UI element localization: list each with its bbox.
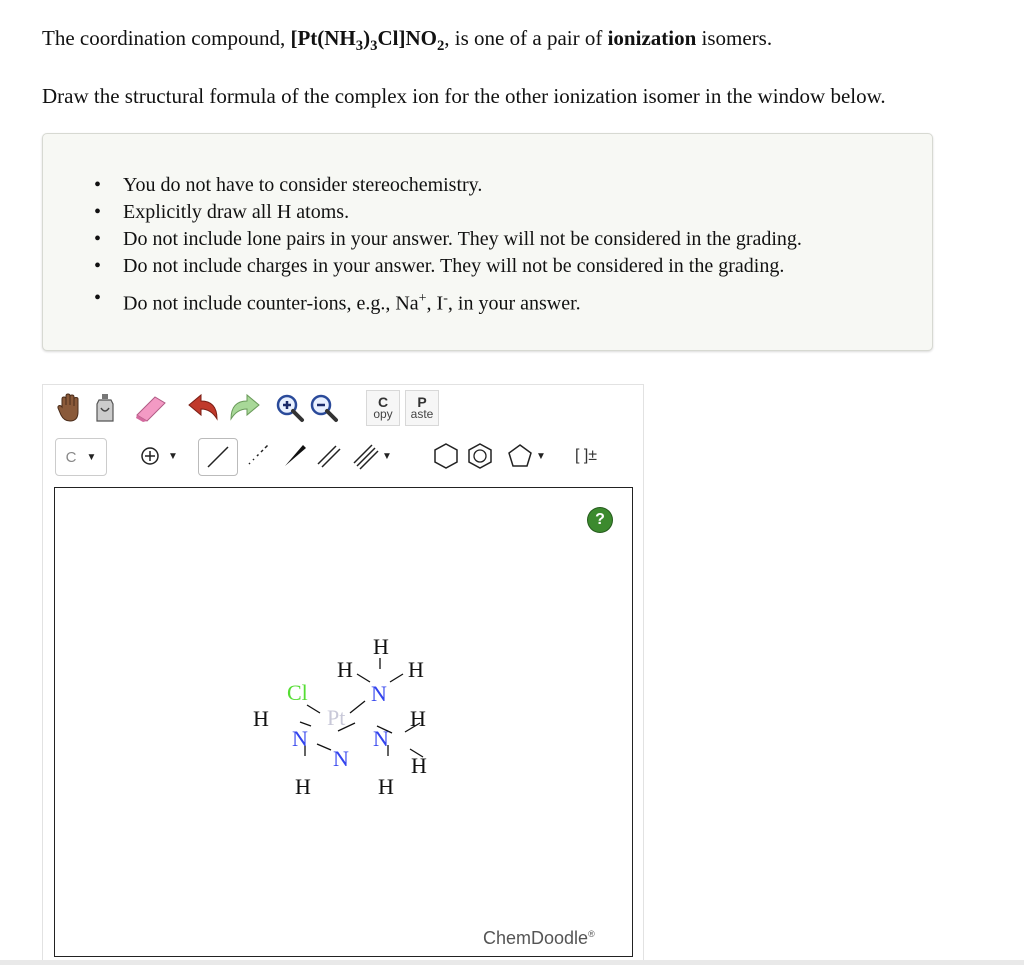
pentagon-icon xyxy=(506,442,534,470)
double-bond-tool[interactable] xyxy=(313,438,345,474)
atom-h: H xyxy=(253,706,269,731)
note-item: • Explicitly draw all H atoms. xyxy=(123,199,802,226)
drawing-canvas[interactable] xyxy=(54,487,633,957)
single-bond-tool[interactable] xyxy=(198,438,238,476)
atom-h: H xyxy=(378,774,394,799)
benzene-tool[interactable] xyxy=(465,438,495,474)
copy-button[interactable]: C opy xyxy=(366,390,400,426)
bond xyxy=(350,701,365,713)
note-item-counterions: • Do not include counter-ions, e.g., Na+, I-, in your answer. xyxy=(123,285,802,318)
element-select[interactable]: C ▼ xyxy=(55,438,107,476)
notes-box xyxy=(42,133,933,351)
paste-button[interactable]: P aste xyxy=(405,390,439,426)
atom-n: N xyxy=(292,726,308,751)
hashed-bond-icon xyxy=(243,442,271,470)
zoom-in-icon[interactable] xyxy=(275,390,305,426)
single-bond-icon xyxy=(204,443,232,471)
atom-h: H xyxy=(408,657,424,682)
redo-icon[interactable] xyxy=(225,390,261,426)
instruction-text: Draw the structural formula of the complex ion for the other ionization isomer in the window below. xyxy=(42,84,886,108)
undo-icon[interactable] xyxy=(187,390,223,426)
atom-h: H xyxy=(337,657,353,682)
bond xyxy=(390,674,403,682)
chemdoodle-logo: ChemDoodle® xyxy=(483,928,595,948)
atom-h: H xyxy=(411,753,427,778)
ionization-term: ionization xyxy=(607,26,697,50)
bond xyxy=(357,674,370,682)
atom-n: N xyxy=(373,726,389,751)
note-item: • You do not have to consider stereochemistry. xyxy=(123,172,802,199)
bond xyxy=(317,744,331,750)
eraser-icon[interactable] xyxy=(131,390,171,426)
bracket-icon: [ ]± xyxy=(574,447,598,464)
chevron-down-icon: ▼ xyxy=(86,451,97,463)
help-button[interactable]: ? xyxy=(588,508,612,532)
notes-list xyxy=(123,172,802,318)
triple-bond-select[interactable] xyxy=(347,438,397,474)
double-bond-icon xyxy=(315,442,343,470)
hand-icon[interactable] xyxy=(55,390,85,426)
charge-plus-select[interactable] xyxy=(135,438,183,474)
bond xyxy=(307,705,320,713)
note-item: • Do not include lone pairs in your answer. They will not be considered in the grading. xyxy=(123,226,802,253)
plus-circle-icon xyxy=(140,446,160,466)
toolbar-row-2 xyxy=(43,433,643,481)
atom-n: N xyxy=(333,746,349,771)
chevron-down-icon: ▼ xyxy=(168,450,178,462)
atom-h: H xyxy=(410,706,426,731)
bracket-charge-tool[interactable] xyxy=(571,438,601,474)
question-line: The coordination compound, $[Pt(NH_3)_3Cl]NO_2$, is one of a pair of ionization isomers. xyxy=(42,26,773,55)
lasso-bottle-icon[interactable] xyxy=(91,390,119,426)
chevron-down-icon: ▼ xyxy=(382,450,392,462)
wedge-bond-icon xyxy=(281,442,309,470)
atom-n: N xyxy=(371,681,387,706)
atom-h: H xyxy=(373,634,389,659)
bottom-scrollbar xyxy=(0,960,1024,965)
chevron-down-icon: ▼ xyxy=(536,450,546,462)
cyclohexane-tool[interactable] xyxy=(431,438,461,474)
compound-formula: $[Pt(NH_3)_3Cl]NO_2$ xyxy=(290,26,445,55)
wedge-bond-tool[interactable] xyxy=(279,438,311,474)
cyclopentane-select[interactable] xyxy=(501,438,551,474)
note-item: • Do not include charges in your answer. They will not be considered in the grading. xyxy=(123,253,802,280)
zoom-out-icon[interactable] xyxy=(309,390,339,426)
molecule-drawing xyxy=(55,488,632,956)
atom-cl: Cl xyxy=(287,680,308,705)
hash-bond-tool[interactable] xyxy=(241,438,273,474)
atom-pt: Pt xyxy=(327,705,346,730)
question-text: The coordination compound, xyxy=(42,26,291,50)
benzene-icon xyxy=(466,442,494,470)
triple-bond-icon xyxy=(352,442,380,470)
hexagon-icon xyxy=(432,442,460,470)
chemdoodle-sketcher xyxy=(42,384,644,961)
atom-h: H xyxy=(295,774,311,799)
toolbar-row-1 xyxy=(43,385,643,433)
